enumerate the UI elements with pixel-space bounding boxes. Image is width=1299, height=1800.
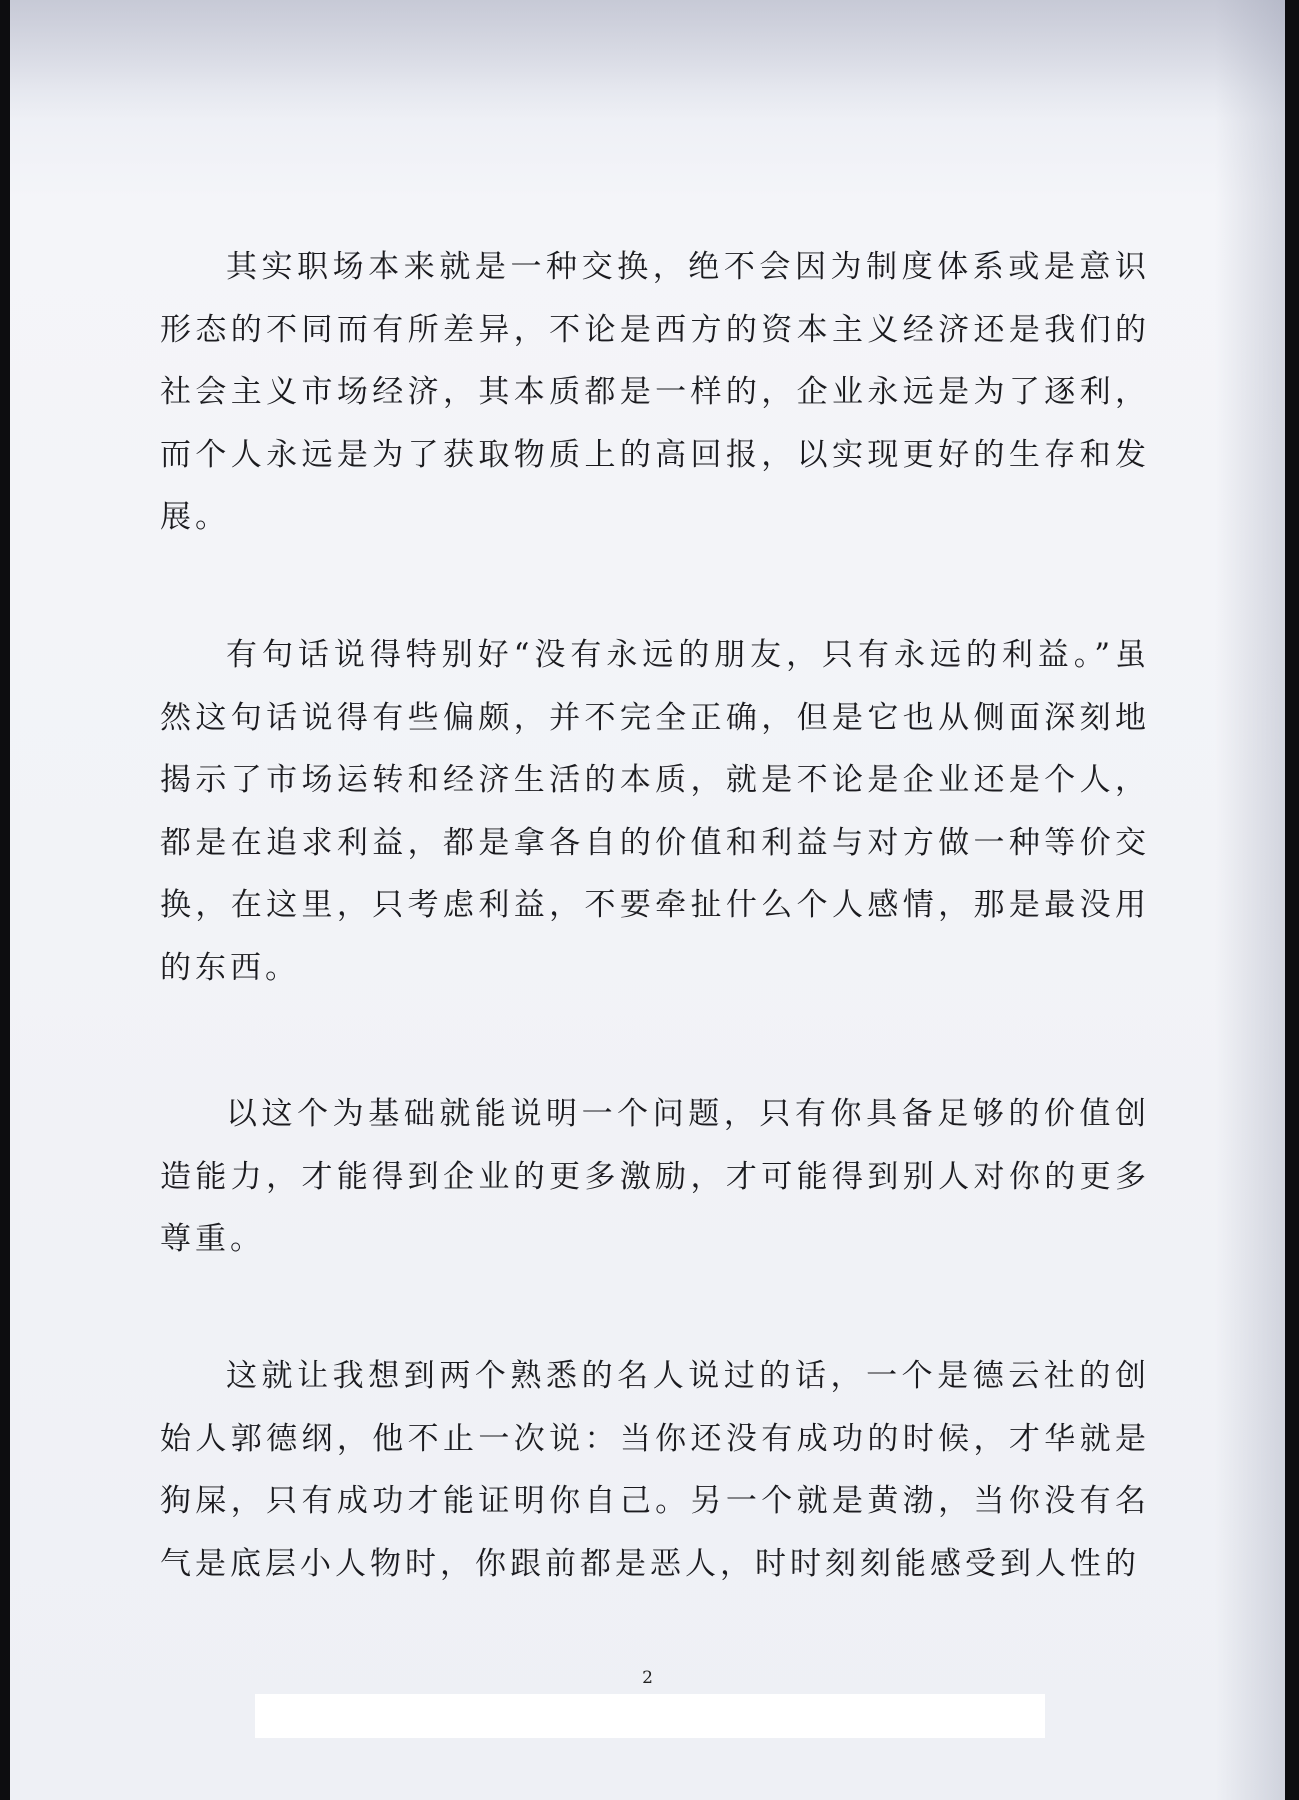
page-number: 2 [642, 1668, 653, 1688]
paragraph-4: 这就让我想到两个熟悉的名人说过的话，一个是德云社的创始人郭德纲，他不止一次说：当你还没有成功的时候，才华就是狗屎，只有成功才能证明你自己。另一个就是黄渤，当你没有名气是底层小人物时，你跟前都是恶人，时时刻刻能感受到人性的 [160, 1358, 1150, 1582]
redaction-bar [255, 1694, 1045, 1738]
paragraph-1: 其实职场本来就是一种交换，绝不会因为制度体系或是意识形态的不同而有所差异，不论是西方的资本主义经济还是我们的社会主义市场经济，其本质都是一样的，企业永远是为了逐利，而个人永远是为了获取物质上的高回报，以实现更好的生存和发展。 [160, 249, 1150, 535]
paragraph-2: 有句话说得特别好“没有永远的朋友，只有永远的利益。”虽然这句话说得有些偏颇，并不完全正确，但是它也从侧面深刻地揭示了市场运转和经济生活的本质，就是不论是企业还是个人，都是在追求利益，都是拿各自的价值和利益与对方做一种等价交换，在这里，只考虑利益，不要牵扯什么个人感情，那是最没用的东西。 [160, 637, 1150, 986]
paragraph-3: 以这个为基础就能说明一个问题，只有你具备足够的价值创造能力，才能得到企业的更多激励，才可能得到别人对你的更多尊重。 [160, 1096, 1150, 1257]
scanned-page [10, 0, 1285, 1800]
